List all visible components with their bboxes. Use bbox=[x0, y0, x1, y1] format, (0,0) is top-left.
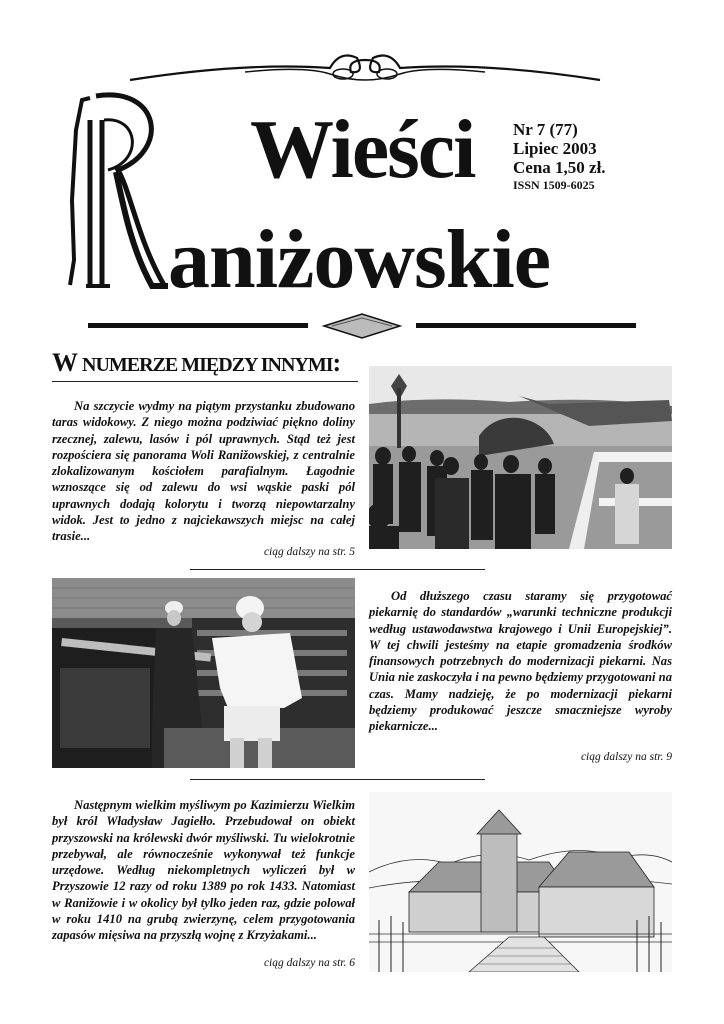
illustration-hunting-manor bbox=[369, 792, 672, 972]
article-2-continued-link[interactable]: ciąg dalszy na str. 9 bbox=[580, 751, 672, 763]
photo-viewing-terrace bbox=[369, 366, 672, 549]
section-heading-text: NUMERZE MIĘDZY INNYMI bbox=[82, 354, 333, 376]
issue-price: Cena 1,50 zł. bbox=[513, 158, 606, 177]
masthead-flourish bbox=[125, 40, 605, 100]
article-2-paragraph: Od dłuższego czasu staramy się przygotować piekarnię do standardów „warunki techniczne produkcji według ustawodawstwa krajowego i Unii Europejskiej”. W tej chwili jesteśmy na etapie gromadzenia środków finansowych potrzebnych do modernizacji piekarni. Nas Unia nie zaskoczyła i na pewno będziemy przygotowani na czas. Mamy nadzieję, że po modernizacji piekarni będziemy produkować jeszcze smaczniejsze wyroby piekarnicze... bbox=[369, 589, 672, 734]
section-heading-colon: : bbox=[332, 348, 341, 377]
article-1-paragraph: Na szczycie wydmy na piątym przystanku zbudowano taras widokowy. Z niego można podziwiać piękno doliny rzecznej, zalewu, lasów i pól uprawnych. Stąd też jest rozpościera się panorama Woli Ranižowskiej, z centralnie zlokalizowanym kościołem parafialnym. Łagodnie wznoszące się od zalewu do wsi wąskie paski pól uprawnych dodają kolorytu i tworzą niepowtarzalny widok. Jest to jedno z najciekawszych miejsc na całej trasie... bbox=[52, 399, 355, 544]
issue-number: Nr 7 (77) bbox=[513, 120, 578, 139]
divider-rule-1 bbox=[190, 569, 485, 570]
issue-date: Lipiec 2003 bbox=[513, 139, 597, 158]
section-heading bbox=[52, 350, 340, 376]
article-1-text bbox=[52, 398, 355, 545]
article-3-text bbox=[52, 797, 355, 944]
issue-info bbox=[513, 120, 606, 193]
section-heading-initial: W bbox=[52, 348, 77, 377]
article-3-paragraph: Następnym wielkim myśliwym po Kazimierzu Wielkim był król Władysław Jagiełło. Przebudował on obiekt przyszowski na królewski dwór myśliwski. Tu wielokrotnie przebywał, ale równocześnie wykonywał też funkcje urzędowe. Według niekompletnych wyliczeń był w Przyszowie 12 razy od roku 1389 po rok 1433. Natomiast w Ranižowie i w okolicy był tylko jeden raz, gdzie polował w roku 1410 na grubą zwierzynę, celem przygotowania zapasów mięsiwa na przyszłą wojnę z Krzyżakami... bbox=[52, 798, 355, 943]
issue-issn: ISSN 1509-6025 bbox=[513, 178, 595, 192]
article-3-continued-link[interactable]: ciąg dalszy na str. 6 bbox=[263, 957, 355, 969]
photo-bakery bbox=[52, 578, 355, 768]
divider-rule-2 bbox=[190, 779, 485, 780]
article-2-text bbox=[369, 588, 672, 735]
masthead-title-line1: Wieści bbox=[250, 103, 475, 196]
masthead-title-line2: aniżowskie bbox=[168, 213, 551, 306]
article-1-continued-link[interactable]: ciąg dalszy na str. 5 bbox=[263, 546, 355, 558]
logo-initial-r bbox=[60, 90, 170, 290]
masthead-divider bbox=[88, 312, 636, 340]
section-heading-rule bbox=[52, 381, 358, 382]
